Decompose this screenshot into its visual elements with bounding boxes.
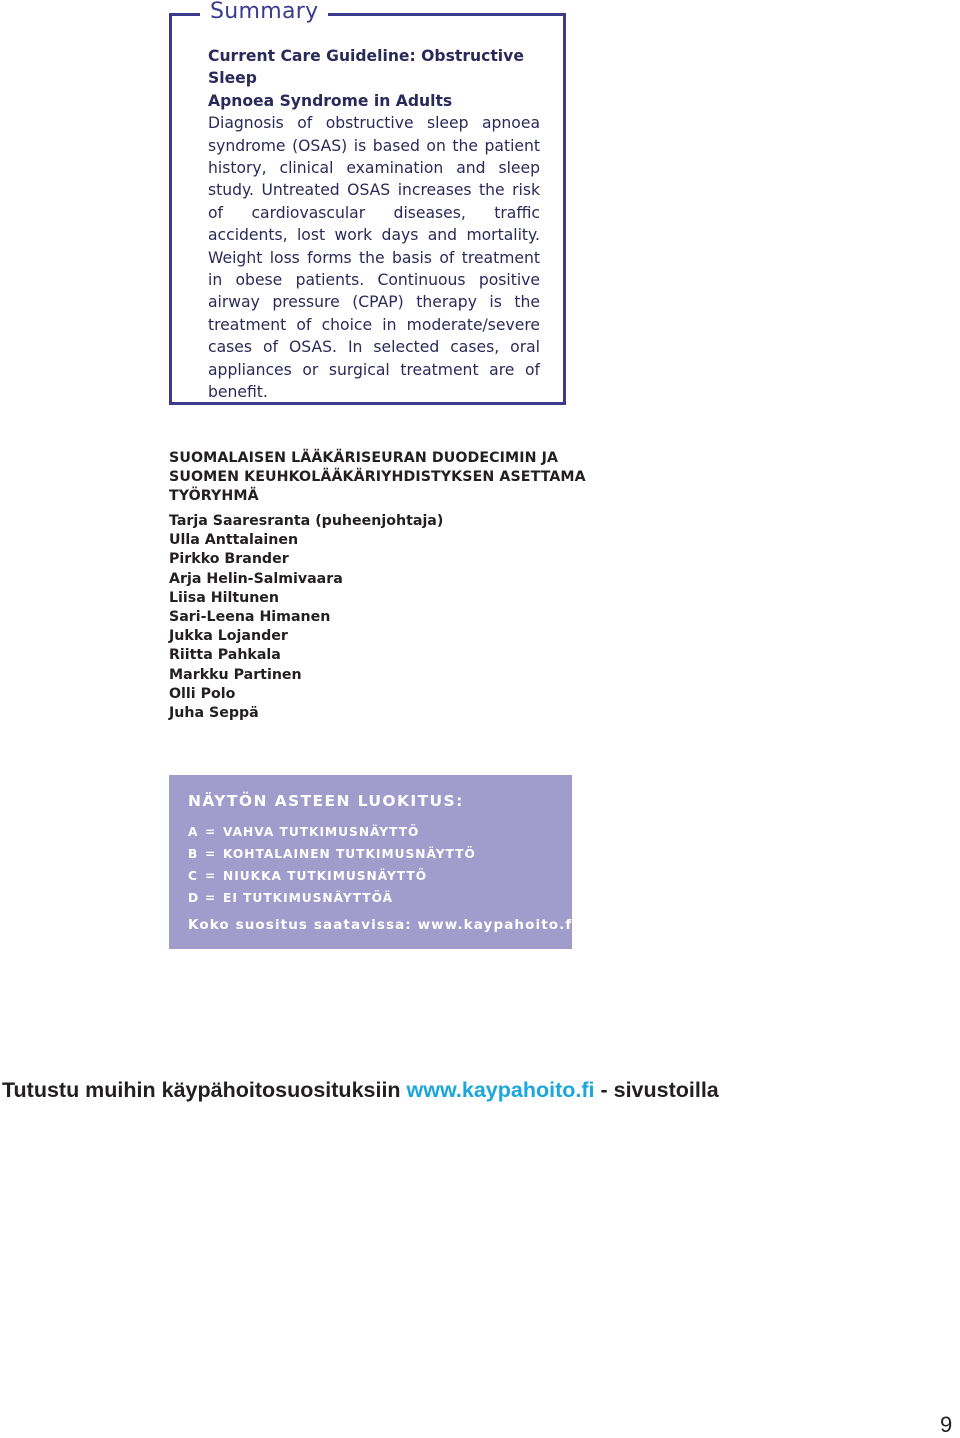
- grade-equals: =: [205, 825, 217, 839]
- summary-body: [208, 45, 540, 404]
- member-item: Sari-Leena Himanen: [169, 609, 331, 626]
- grade-row-b: [188, 847, 476, 861]
- member-item: Markku Partinen: [169, 666, 302, 683]
- evidence-grading-box: [169, 775, 579, 949]
- evidence-grading-title: NÄYTÖN ASTEEN LUOKITUS:: [188, 792, 464, 810]
- summary-title: [208, 45, 540, 112]
- member-item: Liisa Hiltunen: [169, 589, 280, 606]
- member-list: [169, 512, 589, 723]
- member-item: Ulla Anttalainen: [169, 532, 299, 549]
- grade-letter: B: [188, 847, 199, 861]
- working-group-title-line-3: TYÖRYHMÄ: [169, 488, 259, 504]
- page-number: 9: [940, 1412, 953, 1437]
- grade-equals: =: [205, 869, 217, 883]
- member-item: Pirkko Brander: [169, 551, 289, 568]
- summary-title-line-1: Current Care Guideline: Obstructive Sleep: [208, 47, 524, 88]
- member-item: Jukka Lojander: [169, 628, 288, 645]
- member-item: Arja Helin-Salmivaara: [169, 570, 343, 587]
- grade-letter: D: [188, 891, 200, 905]
- full-guideline-note: Koko suositus saatavissa: www.kaypahoito.fi: [188, 917, 579, 933]
- member-item: Juha Seppä: [169, 705, 259, 722]
- grade-equals: =: [205, 847, 217, 861]
- grade-description: VAHVA TUTKIMUSNÄYTTÖ: [223, 825, 420, 839]
- grade-letter: A: [188, 825, 199, 839]
- member-item: Olli Polo: [169, 685, 236, 702]
- member-item: Tarja Saaresranta (puheenjohtaja): [169, 513, 444, 529]
- member-item: Riitta Pahkala: [169, 647, 281, 664]
- footer-text-before: Tutustu muihin käypähoitosuosituksiin: [2, 1078, 407, 1102]
- working-group-title-line-2: SUOMEN KEUHKOLÄÄKÄRIYHDISTYKSEN ASETTAMA: [169, 469, 586, 485]
- grade-equals: =: [205, 891, 217, 905]
- summary-text: Diagnosis of obstructive sleep apnoea syndrome (OSAS) is based on the patient history, clinical examination and sleep study. Untreated OSAS increases the risk of cardiovascular diseases, traffic accidents, lost work days and mortality. Weight loss forms the basis of treatment in obese patients. Continuous positive airway pressure (CPAP) therapy is the treatment of choice in moderate/severe cases of OSAS. In selected cases, oral appliances or surgical treatment are of benefit.: [208, 114, 540, 402]
- summary-title-line-2: Apnoea Syndrome in Adults: [208, 91, 453, 110]
- grade-description: KOHTALAINEN TUTKIMUSNÄYTTÖ: [223, 847, 476, 861]
- grade-row-d: [188, 891, 393, 905]
- grade-letter: C: [188, 869, 198, 883]
- footer-text-after: - sivustoilla: [594, 1078, 719, 1102]
- grade-row-a: [188, 825, 419, 839]
- working-group-title: [169, 449, 589, 506]
- grade-description: EI TUTKIMUSNÄYTTÖÄ: [223, 891, 394, 905]
- grade-row-c: [188, 869, 427, 883]
- grade-description: NIUKKA TUTKIMUSNÄYTTÖ: [223, 869, 428, 883]
- summary-heading: Summary: [200, 0, 328, 26]
- footer-website-link[interactable]: www.kaypahoito.fi: [406, 1078, 595, 1102]
- working-group: [169, 449, 589, 723]
- footer-promo: [2, 1078, 952, 1103]
- working-group-title-line-1: SUOMALAISEN LÄÄKÄRISEURAN DUODECIMIN JA: [169, 450, 559, 466]
